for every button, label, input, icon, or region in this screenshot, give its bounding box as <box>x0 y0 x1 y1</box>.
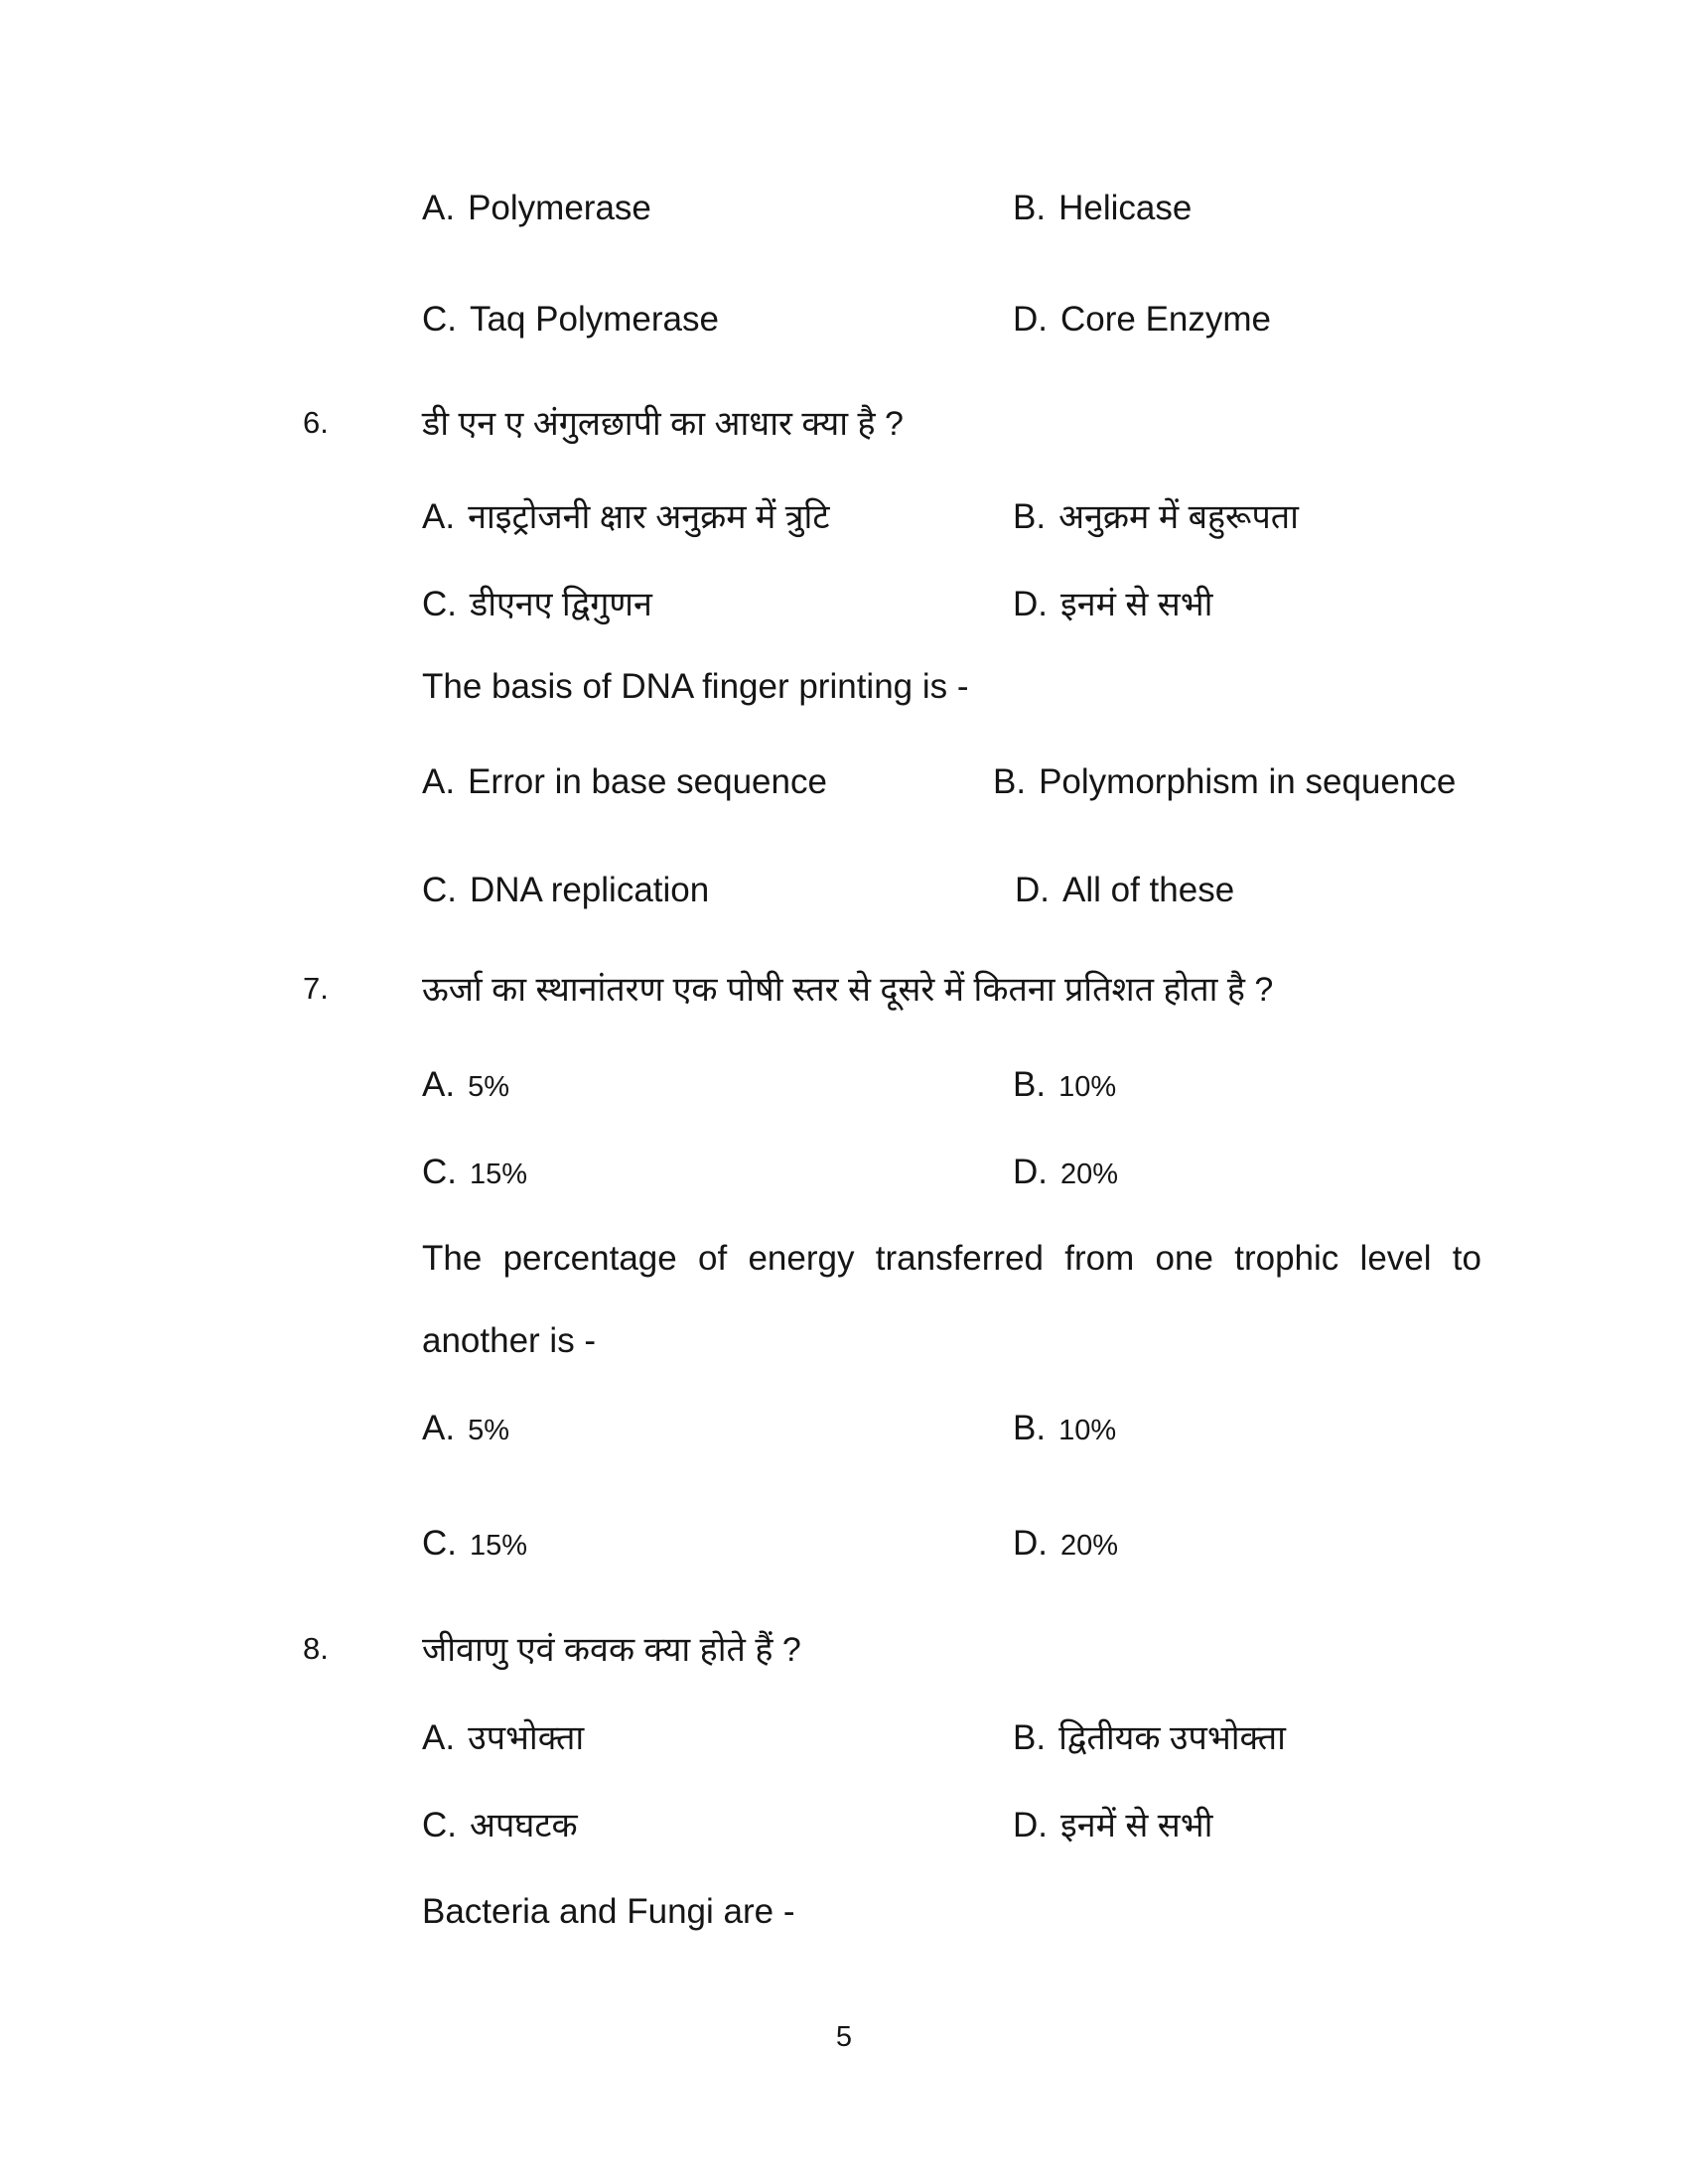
option-text: 5% <box>468 1415 509 1446</box>
option-d <box>1013 1801 1212 1846</box>
option-c <box>422 871 709 910</box>
option-text: DNA replication <box>470 871 710 909</box>
option-d <box>1013 580 1212 625</box>
option-letter: B. <box>1013 497 1047 536</box>
option-row <box>422 1153 1643 1206</box>
option-c <box>422 1801 578 1846</box>
option-row <box>422 492 1643 546</box>
option-c <box>422 1524 527 1564</box>
option-letter: A. <box>422 1065 456 1104</box>
option-text: इनमें से सभी <box>1060 1807 1213 1844</box>
question-6-number: 6. <box>303 405 329 440</box>
option-b <box>1013 1713 1286 1759</box>
option-letter: D. <box>1015 871 1050 909</box>
option-letter: D. <box>1013 1153 1048 1191</box>
option-text: Helicase <box>1058 189 1193 227</box>
option-d <box>1013 1524 1118 1564</box>
question-6-text-english: The basis of DNA finger printing is - <box>422 667 969 706</box>
question-6-text-hindi: डी एन ए अंगुलछापी का आधार क्या है ? <box>422 405 904 443</box>
option-text: अपघटक <box>470 1807 578 1844</box>
option-letter: C. <box>422 871 457 909</box>
option-letter: B. <box>1013 1409 1047 1447</box>
option-letter: A. <box>422 762 456 801</box>
option-text: उपभोक्ता <box>468 1719 585 1757</box>
option-letter: C. <box>422 585 457 623</box>
option-row <box>422 580 1643 633</box>
option-text: द्वितीयक उपभोक्ता <box>1058 1719 1286 1757</box>
option-letter: D. <box>1013 1806 1048 1844</box>
option-letter: D. <box>1013 585 1048 623</box>
option-text: Polymerase <box>468 189 651 227</box>
option-text: 5% <box>468 1071 509 1103</box>
page-number: 5 <box>835 2021 853 2053</box>
option-a <box>422 189 651 228</box>
option-a <box>422 1409 509 1448</box>
question-7-text-english-line2: another is - <box>422 1321 597 1360</box>
option-a <box>422 1713 584 1759</box>
option-row <box>422 1065 1643 1119</box>
question-8-number: 8. <box>303 1631 329 1666</box>
option-c <box>422 1153 527 1192</box>
question-8-text-english: Bacteria and Fungi are - <box>422 1892 795 1931</box>
option-letter: A. <box>422 189 456 227</box>
option-row <box>422 1713 1643 1767</box>
option-a <box>422 492 830 538</box>
option-text: 15% <box>470 1159 528 1190</box>
option-row <box>422 1524 1643 1577</box>
option-row <box>422 189 1643 242</box>
option-letter: D. <box>1013 300 1048 339</box>
option-letter: B. <box>993 762 1027 801</box>
option-letter: C. <box>422 1524 457 1563</box>
question-7-text-english-line1: The percentage of energy transferred from one trophic level to <box>422 1239 1481 1278</box>
option-text: All of these <box>1062 871 1235 909</box>
option-text: डीएनए द्विगुणन <box>470 586 652 623</box>
option-text: Error in base sequence <box>468 762 827 801</box>
option-text: 20% <box>1060 1530 1119 1562</box>
option-letter: B. <box>1013 189 1047 227</box>
question-8-text-hindi: जीवाणु एवं कवक क्या होते हैं ? <box>422 1631 801 1669</box>
option-text: Taq Polymerase <box>470 300 719 339</box>
option-text: Polymorphism in sequence <box>1039 762 1457 801</box>
option-row <box>422 1801 1643 1854</box>
option-row <box>422 871 1643 924</box>
option-letter: B. <box>1013 1718 1047 1757</box>
option-a <box>422 762 827 802</box>
option-text: 10% <box>1058 1071 1117 1103</box>
option-text: Core Enzyme <box>1060 300 1272 339</box>
option-b <box>1013 492 1299 538</box>
option-b <box>1013 1409 1116 1448</box>
option-letter: D. <box>1013 1524 1048 1563</box>
option-row <box>422 300 1643 353</box>
option-letter: A. <box>422 1718 456 1757</box>
option-c <box>422 580 652 625</box>
option-b <box>1013 1065 1116 1105</box>
option-row <box>422 1409 1643 1462</box>
option-text: 15% <box>470 1530 528 1562</box>
option-text: नाइट्रोजनी क्षार अनुक्रम में त्रुटि <box>468 498 830 536</box>
option-letter: C. <box>422 1806 457 1844</box>
option-letter: A. <box>422 497 456 536</box>
option-letter: C. <box>422 300 457 339</box>
option-text: 10% <box>1058 1415 1117 1446</box>
option-b <box>993 762 1456 802</box>
option-text: इनमं से सभी <box>1060 586 1213 623</box>
option-c <box>422 300 719 340</box>
option-d <box>1013 1153 1118 1192</box>
option-b <box>1013 189 1192 228</box>
option-d <box>1015 871 1234 910</box>
option-text: अनुक्रम में बहुरूपता <box>1058 498 1299 536</box>
option-row <box>422 762 1643 816</box>
option-letter: A. <box>422 1409 456 1447</box>
option-text: 20% <box>1060 1159 1119 1190</box>
question-7-number: 7. <box>303 971 329 1006</box>
option-a <box>422 1065 509 1105</box>
option-letter: C. <box>422 1153 457 1191</box>
question-7-text-hindi: ऊर्जा का स्थानांतरण एक पोषी स्तर से दूसरे में कितना प्रतिशत होता है ? <box>422 971 1274 1009</box>
option-letter: B. <box>1013 1065 1047 1104</box>
option-d <box>1013 300 1271 340</box>
